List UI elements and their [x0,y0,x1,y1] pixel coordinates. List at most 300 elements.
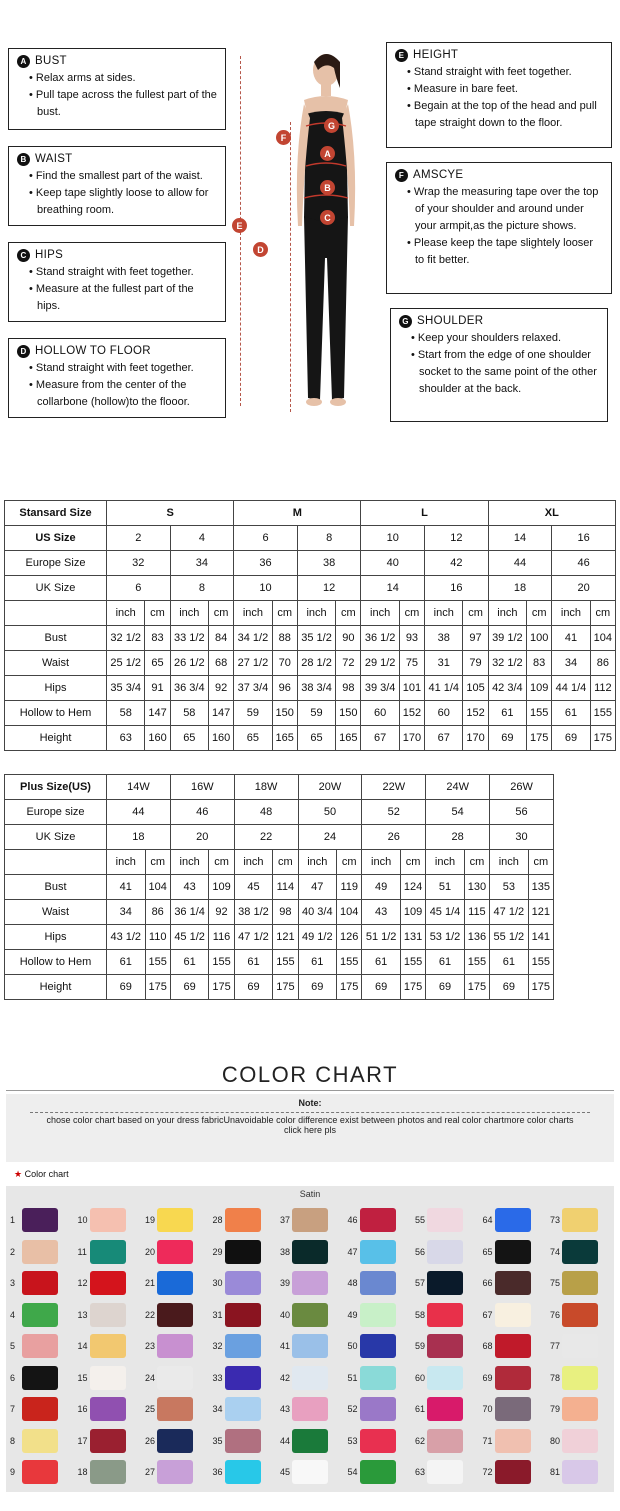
table-cell: Stansard Size [5,501,107,526]
color-swatch[interactable] [280,1238,340,1266]
swatch-number: 41 [280,1341,291,1351]
swatch-chip [22,1303,58,1327]
color-swatch[interactable] [415,1301,475,1329]
more-colors-link[interactable]: click here pls [283,1125,337,1135]
swatch-number: 60 [415,1372,426,1383]
color-swatch[interactable] [348,1238,408,1266]
color-swatch[interactable] [550,1206,610,1234]
swatch-number: 64 [482,1215,493,1225]
swatch-number: 6 [10,1372,16,1383]
swatch-chip [292,1334,328,1358]
color-swatch[interactable] [10,1395,70,1423]
color-swatch[interactable] [415,1332,475,1360]
swatch-number: 28 [212,1215,223,1225]
unit-cell: inch [297,601,335,626]
height-item: • Stand straight with feet together. [395,64,605,81]
table-cell: UK Size [5,576,107,601]
table-cell: 12 [297,576,361,601]
color-swatch[interactable] [10,1206,70,1234]
color-swatch[interactable] [10,1301,70,1329]
table-cell: Plus Size(US) [5,775,107,800]
table-cell: 26 [362,825,426,850]
table-cell: 43 1/2 [107,925,146,950]
fabric-label: Satin [299,1189,321,1199]
table-cell: 40 [361,551,425,576]
figure-badge-g: G [324,118,339,133]
swatch-number: 77 [550,1341,561,1351]
color-swatch[interactable] [348,1395,408,1423]
height-box [386,42,612,148]
amscye-title: AMSCYE [413,169,464,181]
color-swatch[interactable] [280,1332,340,1360]
color-swatch[interactable] [78,1269,138,1297]
hollow-item: • Measure from the center of the collarbone (hollow)to the flooor. [17,377,219,411]
color-swatch[interactable] [78,1395,138,1423]
badge-b: B [17,153,30,166]
table-cell: 61 [107,950,146,975]
swatch-chip [157,1208,193,1232]
color-swatch[interactable] [145,1427,205,1455]
color-swatch[interactable] [483,1238,543,1266]
table-cell: 38 [425,626,463,651]
swatch-chip [427,1208,463,1232]
swatch-chip [495,1429,531,1453]
swatch-chip [562,1429,598,1453]
color-swatch[interactable] [10,1238,70,1266]
swatch-chip [90,1334,126,1358]
table-cell: 8 [297,526,361,551]
badge-f: F [395,169,408,182]
color-swatch[interactable] [280,1395,340,1423]
color-swatch[interactable] [348,1364,408,1392]
unit-cell: cm [590,601,615,626]
table-cell: 68 [209,651,234,676]
color-swatch[interactable] [78,1238,138,1266]
table-cell: 65 [234,726,272,751]
swatch-number: 45 [280,1467,291,1477]
table-cell: 155 [527,701,552,726]
color-swatch[interactable] [145,1458,205,1486]
table-cell: 115 [464,900,489,925]
table-cell: 49 1/2 [298,925,337,950]
unit-cell: inch [170,601,208,626]
swatch-number: 1 [10,1215,16,1225]
table-cell: 124 [400,875,425,900]
color-swatch[interactable] [213,1206,273,1234]
table-cell: 4 [170,526,234,551]
swatch-chip [90,1303,126,1327]
swatch-chip [360,1334,396,1358]
color-swatch[interactable] [10,1364,70,1392]
table-cell: 51 [426,875,465,900]
table-cell: 150 [272,701,297,726]
table-cell: 26W [490,775,554,800]
swatch-chip [360,1208,396,1232]
table-cell: 34 [552,651,590,676]
waist-box [8,146,226,226]
unit-cell: inch [490,850,529,875]
table-cell: 38 [297,551,361,576]
swatch-number: 9 [10,1467,16,1477]
table-cell: 116 [209,925,234,950]
table-cell: 14W [107,775,171,800]
swatch-chip [225,1271,261,1295]
swatch-chip [22,1334,58,1358]
unit-cell: cm [528,850,553,875]
color-swatch[interactable] [415,1206,475,1234]
color-swatch[interactable] [78,1458,138,1486]
table-cell: 69 [170,975,209,1000]
color-swatch[interactable] [415,1427,475,1455]
row-label: Height [5,975,107,1000]
swatch-number: 71 [482,1435,493,1446]
table-cell: 110 [145,925,170,950]
table-cell: 131 [400,925,425,950]
color-swatch[interactable] [10,1332,70,1360]
table-cell: 175 [527,726,552,751]
unit-cell: inch [426,850,465,875]
table-cell: 136 [464,925,489,950]
swatch-number: 51 [347,1372,358,1383]
table-row [5,676,616,701]
divider [30,1112,590,1113]
swatch-number: 31 [212,1309,223,1320]
swatch-chip [157,1397,193,1421]
badge-a: A [17,55,30,68]
table-cell: L [361,501,488,526]
table-row [5,775,554,800]
table-cell: 43 [362,900,401,925]
color-swatch[interactable] [415,1238,475,1266]
color-swatch[interactable] [145,1395,205,1423]
swatch-number: 73 [550,1215,561,1225]
swatch-chip [22,1208,58,1232]
table-cell: 175 [464,975,489,1000]
color-swatch[interactable] [483,1364,543,1392]
swatch-number: 15 [77,1372,88,1383]
swatch-number: 21 [145,1278,156,1288]
table-cell: 130 [464,875,489,900]
swatch-number: 67 [482,1309,493,1320]
table-cell: 6 [234,526,298,551]
swatch-chip [292,1240,328,1264]
table-cell: 44 1/4 [552,676,590,701]
table-cell: 61 [362,950,401,975]
table-cell: UK Size [5,825,107,850]
color-swatch[interactable] [145,1269,205,1297]
table-cell: 48 [234,800,298,825]
table-cell: 16 [552,526,616,551]
color-swatch[interactable] [213,1238,273,1266]
unit-cell: inch [234,850,273,875]
swatch-chip [562,1208,598,1232]
table-cell: 104 [337,900,362,925]
swatch-chip [427,1460,463,1484]
swatch-number: 53 [347,1435,358,1446]
color-swatch[interactable] [483,1206,543,1234]
color-swatch[interactable] [213,1332,273,1360]
table-cell: 59 [297,701,335,726]
table-cell: 46 [552,551,616,576]
color-swatch[interactable] [10,1458,70,1486]
color-swatch[interactable] [348,1427,408,1455]
swatch-chip [427,1240,463,1264]
color-swatch[interactable] [78,1427,138,1455]
color-swatch[interactable] [213,1301,273,1329]
table-cell: 155 [145,950,170,975]
table-cell: 69 [234,975,273,1000]
color-swatch[interactable] [280,1458,340,1486]
color-swatch[interactable] [483,1395,543,1423]
swatch-number: 38 [280,1246,291,1257]
table-cell: 43 [170,875,209,900]
table-cell: 86 [145,900,170,925]
table-cell: 32 1/2 [488,651,526,676]
color-swatch[interactable] [213,1269,273,1297]
color-swatch[interactable] [10,1427,70,1455]
swatch-number: 26 [145,1435,156,1446]
swatch-number: 2 [10,1246,16,1257]
swatch-chip [225,1366,261,1390]
table-cell: 33 1/2 [170,626,208,651]
swatch-chip [427,1429,463,1453]
row-label: Bust [5,626,107,651]
table-cell: 121 [273,925,298,950]
table-cell: 12 [425,526,489,551]
color-swatch[interactable] [550,1364,610,1392]
color-swatch[interactable] [415,1395,475,1423]
swatch-number: 23 [145,1341,156,1351]
table-row [5,875,554,900]
table-cell: 31 [425,651,463,676]
table-cell: 88 [272,626,297,651]
color-swatch[interactable] [483,1301,543,1329]
hips-title: HIPS [35,249,64,261]
color-swatch[interactable] [550,1427,610,1455]
color-swatch[interactable] [78,1332,138,1360]
swatch-number: 16 [77,1404,88,1414]
color-swatch[interactable] [348,1332,408,1360]
color-swatch[interactable] [78,1364,138,1392]
color-swatch[interactable] [550,1395,610,1423]
color-swatch[interactable] [348,1301,408,1329]
note-box [6,1094,614,1162]
unit-cell: cm [399,601,424,626]
table-row [5,701,616,726]
swatch-number: 27 [145,1467,156,1477]
color-swatch[interactable] [550,1301,610,1329]
table-row [5,950,554,975]
swatch-number: 12 [77,1278,88,1288]
color-swatch[interactable] [213,1364,273,1392]
badge-e: E [395,49,408,62]
color-swatch[interactable] [483,1458,543,1486]
amscye-item: • Please keep the tape slightely looser to fit better. [395,235,605,269]
swatch-number: 80 [550,1435,561,1446]
table-cell: 6 [107,576,171,601]
figure-badge-c: C [320,210,335,225]
table-row [5,900,554,925]
color-swatch[interactable] [145,1364,205,1392]
table-cell: 60 [425,701,463,726]
color-swatch[interactable] [483,1269,543,1297]
swatch-chip [562,1240,598,1264]
shoulder-box [390,308,608,422]
table-row [5,850,554,875]
color-swatch[interactable] [550,1269,610,1297]
unit-cell: inch [107,601,145,626]
table-cell: 114 [273,875,298,900]
table-cell: 100 [527,626,552,651]
swatch-chip [495,1334,531,1358]
table-cell: 112 [590,676,615,701]
color-swatch[interactable] [78,1301,138,1329]
color-swatch[interactable] [483,1332,543,1360]
row-label: Height [5,726,107,751]
swatch-chip [90,1208,126,1232]
color-swatch[interactable] [213,1458,273,1486]
unit-cell: cm [464,850,489,875]
table-cell: 135 [528,875,553,900]
table-cell: 165 [336,726,361,751]
table-cell: 32 1/2 [107,626,145,651]
color-swatch[interactable] [145,1332,205,1360]
swatch-chip [562,1460,598,1484]
swatch-number: 24 [145,1372,156,1383]
table-cell: 90 [336,626,361,651]
row-label: Waist [5,651,107,676]
unit-cell: cm [145,601,170,626]
color-swatch[interactable] [145,1206,205,1234]
unit-cell: inch [425,601,463,626]
table-cell: 91 [145,676,170,701]
swatch-chip [360,1460,396,1484]
swatch-number: 81 [550,1467,561,1477]
color-swatch[interactable] [348,1269,408,1297]
color-swatch[interactable] [280,1301,340,1329]
figure-badge-e: E [232,218,247,233]
table-cell: 79 [463,651,488,676]
color-swatch[interactable] [415,1269,475,1297]
swatch-chip [90,1460,126,1484]
swatch-number: 3 [10,1278,16,1288]
table-cell: 56 [490,800,554,825]
hollow-item: • Stand straight with feet together. [17,360,219,377]
swatch-chip [495,1366,531,1390]
color-swatch[interactable] [550,1332,610,1360]
color-swatch[interactable] [415,1364,475,1392]
bust-item: • Pull tape across the fullest part of the bust. [17,87,219,121]
table-cell: 119 [337,875,362,900]
color-swatch[interactable] [550,1458,610,1486]
swatch-number: 79 [550,1404,561,1414]
standard-table-body [5,626,616,751]
table-cell: 59 [234,701,272,726]
note-text: chose color chart based on your dress fabricUnavoidable color difference exist between photos and real color chartmore color charts [46,1115,574,1125]
color-swatch[interactable] [145,1301,205,1329]
swatch-number: 65 [482,1246,493,1257]
color-swatch[interactable] [348,1458,408,1486]
divider [6,1090,614,1091]
model-figure [232,48,382,418]
table-cell: 92 [209,900,234,925]
swatch-number: 33 [212,1372,223,1383]
table-row [5,601,616,626]
table-cell: 47 1/2 [490,900,529,925]
color-swatch[interactable] [280,1427,340,1455]
swatch-chip [427,1271,463,1295]
table-cell: 175 [145,975,170,1000]
table-cell: 147 [209,701,234,726]
swatch-chip [292,1208,328,1232]
swatch-number: 40 [280,1309,291,1320]
unit-cell: cm [337,850,362,875]
hips-item: • Measure at the fullest part of the hips. [17,281,219,315]
table-cell: 152 [399,701,424,726]
table-cell: 67 [425,726,463,751]
table-cell: 34 1/2 [234,626,272,651]
table-cell: 69 [552,726,590,751]
color-swatch[interactable] [348,1206,408,1234]
table-cell: 42 [425,551,489,576]
color-swatch[interactable] [213,1395,273,1423]
color-swatch[interactable] [213,1427,273,1455]
swatch-number: 36 [212,1467,223,1477]
color-swatch[interactable] [483,1427,543,1455]
table-cell: 98 [336,676,361,701]
table-cell: M [234,501,361,526]
color-swatch[interactable] [10,1269,70,1297]
unit-cell: cm [209,850,234,875]
table-cell: 41 1/4 [425,676,463,701]
swatch-chip [292,1397,328,1421]
swatch-number: 52 [347,1404,358,1414]
table-cell: 52 [362,800,426,825]
color-swatch[interactable] [280,1269,340,1297]
color-swatch[interactable] [78,1206,138,1234]
swatch-number: 35 [212,1435,223,1446]
swatch-chip [360,1271,396,1295]
swatch-number: 56 [415,1246,426,1257]
color-swatch[interactable] [415,1458,475,1486]
table-cell: 141 [528,925,553,950]
table-cell: 25 1/2 [107,651,145,676]
table-cell: 36 1/4 [170,900,209,925]
swatch-chip [90,1397,126,1421]
swatch-chip [292,1460,328,1484]
table-cell: 155 [337,950,362,975]
table-cell: 28 1/2 [297,651,335,676]
unit-cell: cm [273,850,298,875]
unit-cell: cm [145,850,170,875]
table-cell: 26 1/2 [170,651,208,676]
hips-item: • Stand straight with feet together. [17,264,219,281]
color-swatch[interactable] [550,1238,610,1266]
color-swatch[interactable] [280,1364,340,1392]
color-swatch[interactable] [280,1206,340,1234]
table-cell: 61 [488,701,526,726]
table-cell: 50 [298,800,362,825]
swatch-chip [360,1429,396,1453]
unit-cell: cm [400,850,425,875]
table-cell: 39 3/4 [361,676,399,701]
color-chart-label-text: Color chart [24,1169,69,1179]
shoulder-item: • Start from the edge of one shoulder socket to the same point of the other shoulder at the back. [399,347,601,398]
table-row [5,925,554,950]
table-cell: 41 [552,626,590,651]
color-swatch[interactable] [145,1238,205,1266]
table-cell: 45 1/4 [426,900,465,925]
